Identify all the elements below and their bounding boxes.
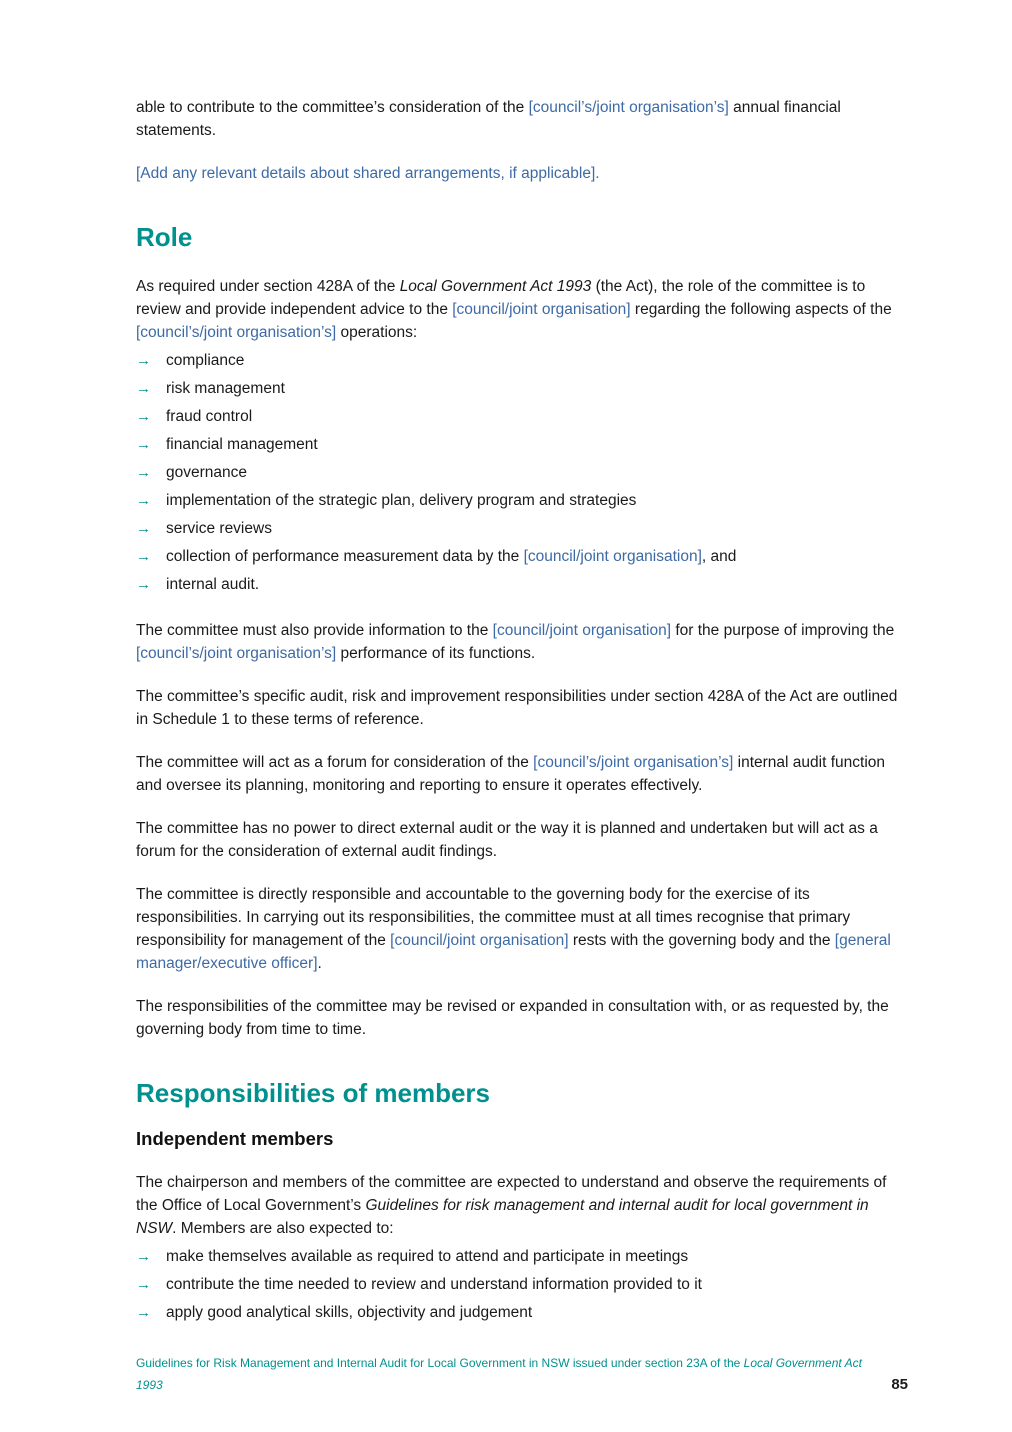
list-item-text: risk management	[166, 380, 285, 397]
act-title: Local Government Act 1993	[136, 1356, 862, 1392]
role-paragraph	[136, 619, 908, 665]
page-footer	[136, 1352, 908, 1398]
arrow-icon: →	[136, 380, 151, 397]
list-item-text: apply good analytical skills, objectivity and judgement	[166, 1304, 533, 1321]
footer-reference	[136, 1352, 866, 1396]
list-item-text: financial management	[166, 436, 318, 453]
intro-paragraph	[136, 96, 908, 142]
list-item	[136, 347, 908, 375]
arrow-icon: →	[136, 1304, 151, 1321]
role-paragraph	[136, 275, 908, 344]
list-item-text: internal audit.	[166, 576, 260, 593]
list-item	[136, 375, 908, 403]
list-item	[136, 1271, 908, 1299]
list-item-text: make themselves available as required to attend and participate in meetings	[166, 1248, 689, 1265]
role-paragraph	[136, 883, 908, 975]
list-item-text: implementation of the strategic plan, delivery program and strategies	[166, 492, 637, 509]
responsibilities-heading: Responsibilities of members	[136, 1078, 490, 1108]
list-item-text: governance	[166, 464, 248, 481]
text: The committee must also provide information to the	[136, 622, 493, 639]
list-item-text: compliance	[166, 352, 245, 369]
list-item	[136, 403, 908, 431]
members-paragraph	[136, 1171, 908, 1240]
text: The committee is directly responsible and accountable to the governing body for the exercise of its responsibilities. In carrying out its responsibilities, the committee must at all times recognise that primary responsibility for management of the	[136, 886, 851, 949]
list-item-text: , and	[701, 548, 737, 565]
guidelines-title: Guidelines for risk management and internal audit for local government in NSW	[136, 1197, 869, 1237]
role-paragraph: The committee’s specific audit, risk and improvement responsibilities under section 428A of the Act are outlined in Schedule 1 to these terms of reference.	[136, 688, 898, 728]
role-paragraph: The committee has no power to direct external audit or the way it is planned and undertaken but will act as a forum for the consideration of external audit findings.	[136, 820, 878, 860]
text: . Members are also expected to:	[172, 1220, 394, 1237]
placeholder-text: [council’s/joint organisation’s]	[528, 99, 729, 116]
text: operations:	[336, 324, 418, 341]
placeholder-text: [council’s/joint organisation’s]	[136, 324, 337, 341]
act-title: Local Government Act 1993	[399, 278, 592, 295]
arrow-icon: →	[136, 576, 151, 593]
list-item	[136, 1243, 908, 1271]
arrow-icon: →	[136, 352, 151, 369]
arrow-icon: →	[136, 520, 151, 537]
list-item	[136, 487, 908, 515]
list-item-text: contribute the time needed to review and understand information provided to it	[166, 1276, 702, 1293]
independent-members-subheading: Independent members	[136, 1128, 334, 1149]
members-expectations-list	[136, 1243, 908, 1327]
list-item-text: collection of performance measurement data by the	[166, 548, 524, 565]
placeholder-text: [general manager/executive officer]	[136, 932, 891, 972]
placeholder-text: [council’s/joint organisation’s]	[136, 645, 337, 662]
list-item	[136, 459, 908, 487]
placeholder-text: [council/joint organisation]	[452, 301, 631, 318]
list-item	[136, 515, 908, 543]
list-item	[136, 571, 908, 599]
placeholder-text: [council/joint organisation]	[390, 932, 569, 949]
list-item	[136, 1299, 908, 1327]
placeholder-text: [council/joint organisation]	[492, 622, 672, 639]
text: (the Act), the role of the committee is to review and provide independent advice to the	[136, 278, 866, 318]
text: The committee will act as a forum for consideration of the	[136, 754, 534, 771]
role-heading: Role	[136, 222, 193, 252]
text: As required under section 428A of the	[136, 278, 400, 295]
text: Guidelines for Risk Management and Internal Audit for Local Government in NSW issued under section 23A of the	[136, 1356, 744, 1370]
list-item-text: service reviews	[166, 520, 272, 537]
arrow-icon: →	[136, 1276, 151, 1293]
list-item	[136, 543, 908, 571]
page-number: 85	[891, 1376, 908, 1393]
placeholder-text: [council’s/joint organisation’s]	[533, 754, 734, 771]
arrow-icon: →	[136, 492, 151, 509]
text: .	[317, 955, 322, 972]
list-item-text: fraud control	[166, 408, 253, 425]
text: performance of its functions.	[336, 645, 536, 662]
text: internal audit function and oversee its planning, monitoring and reporting to ensure it operates effectively.	[136, 754, 885, 794]
placeholder-text: [council/joint organisation]	[523, 548, 702, 565]
arrow-icon: →	[136, 408, 151, 425]
text: annual financial statements.	[136, 99, 841, 139]
arrow-icon: →	[136, 1248, 151, 1265]
arrow-icon: →	[136, 548, 151, 565]
arrow-icon: →	[136, 436, 151, 453]
text: able to contribute to the committee’s consideration of the	[136, 99, 529, 116]
role-aspects-list	[136, 347, 908, 599]
text: The chairperson and members of the committee are expected to understand and observe the requirements of the Office of Local Government’s	[136, 1174, 887, 1214]
list-item	[136, 431, 908, 459]
arrow-icon: →	[136, 464, 151, 481]
text: rests with the governing body and the	[568, 932, 835, 949]
text: regarding the following aspects of the	[630, 301, 892, 318]
shared-arrangements-placeholder: [Add any relevant details about shared arrangements, if applicable].	[136, 165, 600, 182]
role-paragraph: The responsibilities of the committee may be revised or expanded in consultation with, or as requested by, the governing body from time to time.	[136, 998, 889, 1038]
document-page	[136, 96, 908, 1327]
text: for the purpose of improving the	[671, 622, 895, 639]
role-paragraph	[136, 751, 908, 797]
